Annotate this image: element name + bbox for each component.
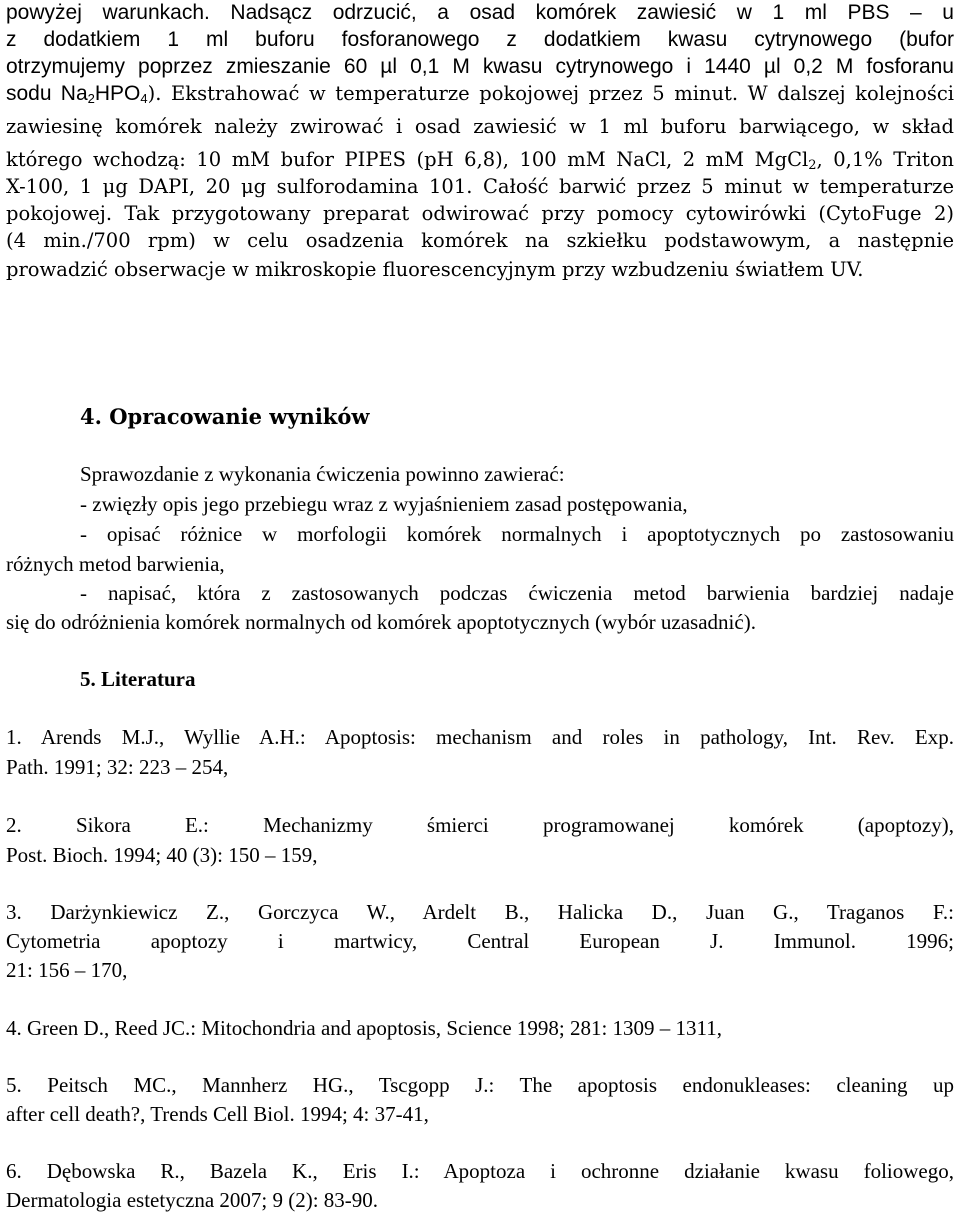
- paragraph-line: [6, 81, 954, 107]
- paragraph-line: pokojowej. Tak przygotowany preparat odwirować przy pomocy cytowirówki (CytoFuge 2): [6, 202, 954, 225]
- reference-line: 21: 156 – 170,: [6, 958, 128, 982]
- subscript: 4: [140, 91, 148, 106]
- reference-line: 2. Sikora E.: Mechanizmy śmierci programowanej komórek (apoptozy),: [6, 813, 954, 837]
- paragraph-line: prowadzić obserwacje w mikroskopie fluorescencyjnym przy wzbudzeniu światłem UV.: [6, 258, 864, 281]
- reference-line: 3. Darżynkiewicz Z., Gorczyca W., Ardelt B., Halicka D., Juan G., Traganos F.:: [6, 900, 954, 924]
- reference-line: 5. Peitsch MC., Mannherz HG., Tscgopp J.: The apoptosis endonukleases: cleaning up: [6, 1073, 954, 1097]
- reference-line: Path. 1991; 32: 223 – 254,: [6, 755, 229, 779]
- paragraph-line: X-100, 1 μg DAPI, 20 μg sulforodamina 101. Całość barwić przez 5 minut w temperaturze: [6, 175, 954, 198]
- reference-line: Cytometria apoptozy i martwicy, Central European J. Immunol. 1996;: [6, 929, 954, 953]
- section-heading: 5. Literatura: [80, 667, 196, 691]
- section-heading: 4. Opracowanie wyników: [80, 404, 370, 429]
- text-run: HPO: [94, 82, 141, 105]
- paragraph-line: otrzymujemy poprzez zmieszanie 60 µl 0,1 M kwasu cytrynowego i 1440 µl 0,2 M fosforanu: [6, 55, 954, 78]
- subscript: 2: [87, 91, 95, 106]
- reference-line: Dermatologia estetyczna 2007; 9 (2): 83-90.: [6, 1188, 379, 1212]
- text-run: , 0,1% Triton: [816, 148, 954, 171]
- paragraph-line: [6, 147, 954, 173]
- reference-line: Post. Bioch. 1994; 40 (3): 150 – 159,: [6, 843, 318, 867]
- text-run: sodu Na: [6, 82, 88, 105]
- reference-line: 1. Arends M.J., Wyllie A.H.: Apoptosis: mechanism and roles in pathology, Int. Rev. Exp.: [6, 725, 954, 749]
- paragraph-line: Sprawozdanie z wykonania ćwiczenia powinno zawierać:: [80, 462, 565, 486]
- paragraph-line: zawiesinę komórek należy zwirować i osad zawiesić w 1 ml buforu barwiącego, w skład: [6, 115, 954, 138]
- subscript: 2: [808, 158, 817, 173]
- reference-line: 4. Green D., Reed JC.: Mitochondria and apoptosis, Science 1998; 281: 1309 – 1311,: [6, 1016, 723, 1040]
- list-item-continuation: różnych metod barwienia,: [6, 552, 225, 576]
- text-run: którego wchodzą: 10 mM bufor PIPES (pH 6,8), 100 mM NaCl, 2 mM MgCl: [6, 148, 809, 171]
- list-item: - opisać różnice w morfologii komórek normalnych i apoptotycznych po zastosowaniu: [80, 522, 954, 546]
- text-run: ). Ekstrahować w temperaturze pokojowej przez 5 minut. W dalszej kolejności: [147, 82, 954, 105]
- reference-line: after cell death?, Trends Cell Biol. 1994; 4: 37-41,: [6, 1102, 429, 1126]
- list-item-continuation: się do odróżnienia komórek normalnych od komórek apoptotycznych (wybór uzasadnić).: [6, 610, 756, 634]
- paragraph-line: powyżej warunkach. Nadsącz odrzucić, a osad komórek zawiesić w 1 ml PBS – u: [6, 1, 954, 24]
- paragraph-line: z dodatkiem 1 ml buforu fosforanowego z dodatkiem kwasu cytrynowego (bufor: [6, 28, 954, 51]
- reference-line: 6. Dębowska R., Bazela K., Eris I.: Apoptoza i ochronne działanie kwasu foliowego,: [6, 1159, 954, 1183]
- paragraph-line: (4 min./700 rpm) w celu osadzenia komórek na szkiełku podstawowym, a następnie: [6, 229, 954, 252]
- list-item: - napisać, która z zastosowanych podczas ćwiczenia metod barwienia bardziej nadaje: [80, 581, 954, 605]
- list-item: - zwięzły opis jego przebiegu wraz z wyjaśnieniem zasad postępowania,: [80, 492, 688, 516]
